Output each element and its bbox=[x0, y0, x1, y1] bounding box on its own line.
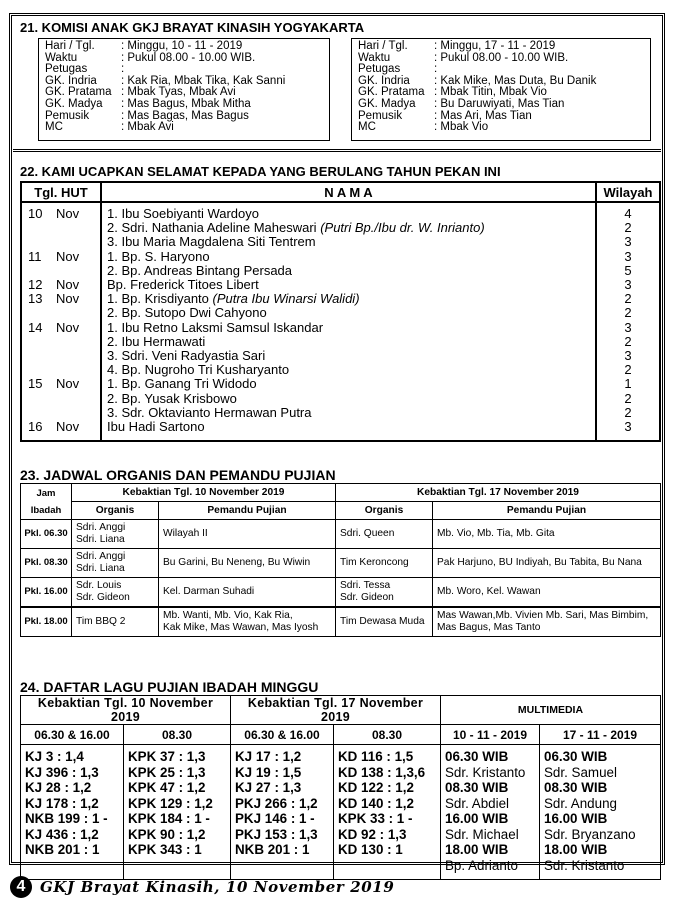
header-wilayah: Wilayah bbox=[596, 182, 660, 202]
wilayah-value: 2 bbox=[624, 333, 632, 349]
kv-row: GK. Indria : Kak Mike, Mas Duta, Bu Danik bbox=[358, 74, 597, 87]
kv-row: Pemusik : Mas Bagas, Mas Bagus bbox=[45, 109, 249, 122]
header-c3: 06.30 & 16.00 bbox=[231, 725, 334, 745]
date-line: 10 Nov bbox=[28, 206, 80, 221]
birthday-name: 1. Ibu Soebiyanti Wardoyo bbox=[107, 206, 259, 221]
wilayah-value: 3 bbox=[624, 277, 632, 293]
kv-row: Petugas : bbox=[45, 63, 125, 76]
multimedia-col-2: 06.30 WIB Sdr. Samuel 08.30 WIB Sdr. Andung 16.00 WIB Sdr. Bryanzano 18.00 WIB Sdr. Kristanto bbox=[540, 745, 661, 880]
header-jam-ibadah: Jam Ibadah bbox=[21, 484, 72, 520]
date-line: 12 Nov bbox=[28, 277, 80, 293]
wilayah-column bbox=[596, 202, 660, 441]
birthday-name: 2. Ibu Hermawati bbox=[107, 333, 206, 349]
header-date-1: Kebaktian Tgl. 10 November 2019 bbox=[72, 484, 336, 502]
table-row: Pkl. 06.30 Sdri. Anggi Sdri. Liana Wilayah II Sdri. Queen Mb. Vio, Mb. Tia, Mb. Gita bbox=[21, 520, 661, 549]
header-organis-1: Organis bbox=[72, 502, 159, 520]
wilayah-value: 2 bbox=[624, 220, 632, 236]
date-line bbox=[22, 392, 100, 406]
date-line: 16 Nov bbox=[28, 419, 80, 435]
date-line bbox=[22, 349, 100, 363]
wilayah-value: 3 bbox=[624, 234, 632, 250]
section-23-title: 23. JADWAL ORGANIS DAN PEMANDU PUJIAN bbox=[20, 467, 336, 483]
songs-col-3: KJ 17 : 1,2 KJ 19 : 1,5 KJ 27 : 1,3 PKJ 266 : 1,2 PKJ 146 : 1 - PKJ 153 : 1,3 NKB 201 : 1 bbox=[231, 745, 334, 880]
birthday-name: 2. Sdri. Nathania Adeline Maheswari (Putri Bp./Ibu dr. W. Inrianto) bbox=[107, 220, 485, 236]
wilayah-value: 3 bbox=[624, 348, 632, 364]
kv-row: MC : Mbak Vio bbox=[358, 121, 489, 134]
birthday-name: 2. Bp. Sutopo Dwi Cahyono bbox=[107, 305, 267, 321]
date-line bbox=[22, 335, 100, 349]
kv-row: Waktu : Pukul 08.00 - 10.00 WIB. bbox=[45, 51, 256, 64]
header-c2: 08.30 bbox=[124, 725, 231, 745]
birthday-name: 2. Bp. Andreas Bintang Persada bbox=[107, 262, 293, 278]
header-nama: N A M A bbox=[101, 182, 596, 202]
table-row: Pkl. 18.00 Tim BBQ 2 Mb. Wanti, Mb. Vio, Kak Ria, Kak Mike, Mas Wawan, Mas Iyosh Tim Dewasa Muda Mas Wawan,Mb. Vivien Mb. Sari, Mas Bimbim, Mas Bagus, Mas Tanto bbox=[21, 607, 661, 637]
kv-row: GK. Madya : Mas Bagus, Mbak Mitha bbox=[45, 97, 251, 110]
birthday-name: 4. Bp. Nugroho Tri Kusharyanto bbox=[107, 362, 290, 378]
song-list-table bbox=[20, 695, 661, 880]
birthday-name: 1. Bp. S. Haryono bbox=[107, 248, 210, 264]
wilayah-value: 5 bbox=[624, 262, 632, 278]
birthday-name: 3. Ibu Maria Magdalena Siti Tentrem bbox=[107, 234, 316, 250]
wilayah-value: 2 bbox=[624, 404, 632, 420]
header-date-1: Kebaktian Tgl. 10 November 2019 bbox=[21, 696, 231, 725]
date-line: 15 Nov bbox=[28, 376, 80, 392]
birthday-name: 3. Sdr. Oktavianto Hermawan Putra bbox=[107, 404, 312, 420]
songs-col-1: KJ 3 : 1,4 KJ 396 : 1,3 KJ 28 : 1,2 KJ 178 : 1,2 NKB 199 : 1 - KJ 436 : 1,2 NKB 201 : 1 bbox=[21, 745, 124, 880]
date-line: 13 Nov bbox=[28, 291, 80, 307]
wilayah-value: 3 bbox=[624, 248, 632, 264]
wilayah-value: 3 bbox=[624, 419, 632, 435]
wilayah-value: 3 bbox=[624, 319, 632, 335]
header-multimedia: MULTIMEDIA bbox=[441, 696, 661, 725]
multimedia-col-1: 06.30 WIB Sdr. Kristanto 08.30 WIB Sdr. Abdiel 16.00 WIB Sdr. Michael 18.00 WIB Bp. Adrianto bbox=[441, 745, 540, 880]
birthday-name: 2. Bp. Yusak Krisbowo bbox=[107, 390, 237, 406]
kv-row: Hari / Tgl. : Minggu, 17 - 11 - 2019 bbox=[358, 40, 556, 52]
section-22-title: 22. KAMI UCAPKAN SELAMAT KEPADA YANG BERULANG TAHUN PEKAN INI bbox=[20, 164, 501, 179]
kv-row: Petugas : bbox=[358, 63, 438, 76]
names-column bbox=[101, 202, 596, 441]
header-date-2: Kebaktian Tgl. 17 November 2019 bbox=[336, 484, 661, 502]
section-24-title: 24. DAFTAR LAGU PUJIAN IBADAH MINGGU bbox=[20, 679, 319, 695]
birthday-name: 3. Sdri. Veni Radyastia Sari bbox=[107, 348, 266, 364]
date-line bbox=[22, 221, 100, 235]
table-row: Pkl. 08.30 Sdri. Anggi Sdri. Liana Bu Garini, Bu Neneng, Bu Wiwin Tim Keroncong Pak Harjuno, BU Indiyah, Bu Tabita, Bu Nana bbox=[21, 549, 661, 578]
date-line: 11 Nov bbox=[28, 248, 80, 264]
date-line bbox=[22, 306, 100, 320]
songs-col-4: KD 116 : 1,5 KD 138 : 1,3,6 KD 122 : 1,2 KD 140 : 1,2 KPK 33 : 1 - KD 92 : 1,3 KD 130 : 1 bbox=[334, 745, 441, 880]
wilayah-value: 2 bbox=[624, 390, 632, 406]
header-organis-2: Organis bbox=[336, 502, 433, 520]
kv-row: GK. Pratama : Mbak Tyas, Mbak Avi bbox=[45, 86, 236, 99]
wilayah-value: 1 bbox=[624, 376, 632, 392]
dates-column bbox=[21, 202, 101, 441]
kv-row: GK. Madya : Bu Daruwiyati, Mas Tian bbox=[358, 97, 565, 110]
kids-schedule-right bbox=[351, 38, 651, 141]
kv-row: Waktu : Pukul 08.00 - 10.00 WIB. bbox=[358, 51, 569, 64]
wilayah-value: 2 bbox=[624, 305, 632, 321]
footer-text: GKJ Brayat Kinasih, 10 November 2019 bbox=[40, 878, 395, 896]
table-row: Pkl. 16.00 Sdr. Louis Sdr. Gideon Kel. Darman Suhadi Sdri. Tessa Sdr. Gideon Mb. Woro, Kel. Wawan bbox=[21, 578, 661, 608]
wilayah-value: 2 bbox=[624, 291, 632, 307]
page-footer bbox=[10, 876, 394, 898]
date-line bbox=[22, 264, 100, 278]
birthday-name: 1. Bp. Krisdiyanto (Putra Ibu Winarsi Walidi) bbox=[107, 291, 360, 307]
header-c6: 17 - 11 - 2019 bbox=[540, 725, 661, 745]
header-date-2: Kebaktian Tgl. 17 November 2019 bbox=[231, 696, 441, 725]
date-line bbox=[22, 363, 100, 377]
birthday-name: Bp. Frederick Titoes Libert bbox=[107, 277, 259, 293]
organist-schedule-table bbox=[20, 483, 661, 637]
birthday-table bbox=[20, 181, 661, 442]
section-21-title: 21. KOMISI ANAK GKJ BRAYAT KINASIH YOGYAKARTA bbox=[20, 20, 365, 35]
date-line bbox=[22, 406, 100, 420]
header-c5: 10 - 11 - 2019 bbox=[441, 725, 540, 745]
kv-row: GK. Pratama : Mbak Titin, Mbak Vio bbox=[358, 86, 547, 99]
birthday-name: 1. Bp. Ganang Tri Widodo bbox=[107, 376, 257, 392]
kv-row: Pemusik : Mas Ari, Mas Tian bbox=[358, 109, 532, 122]
header-c1: 06.30 & 16.00 bbox=[21, 725, 124, 745]
header-pemandu-1: Pemandu Pujian bbox=[159, 502, 336, 520]
birthday-name: 1. Ibu Retno Laksmi Samsul Iskandar bbox=[107, 319, 324, 335]
songs-col-2: KPK 37 : 1,3 KPK 25 : 1,3 KPK 47 : 1,2 KPK 129 : 1,2 KPK 184 : 1 - KPK 90 : 1,2 KPK 343 : 1 bbox=[124, 745, 231, 880]
date-line bbox=[22, 235, 100, 249]
wilayah-value: 4 bbox=[624, 206, 632, 221]
header-tgl-hut: Tgl. HUT bbox=[21, 182, 101, 202]
page-number-badge: 4 bbox=[10, 876, 32, 898]
header-pemandu-2: Pemandu Pujian bbox=[433, 502, 661, 520]
section-divider bbox=[13, 149, 661, 152]
kids-schedule-left bbox=[38, 38, 330, 141]
kv-row: Hari / Tgl. : Minggu, 10 - 11 - 2019 bbox=[45, 40, 243, 52]
header-c4: 08.30 bbox=[334, 725, 441, 745]
date-line: 14 Nov bbox=[28, 319, 80, 335]
kv-row: MC : Mbak Avi bbox=[45, 121, 174, 134]
kv-row: GK. Indria : Kak Ria, Mbak Tika, Kak Sanni bbox=[45, 74, 286, 87]
birthday-name: Ibu Hadi Sartono bbox=[107, 419, 205, 435]
wilayah-value: 2 bbox=[624, 362, 632, 378]
